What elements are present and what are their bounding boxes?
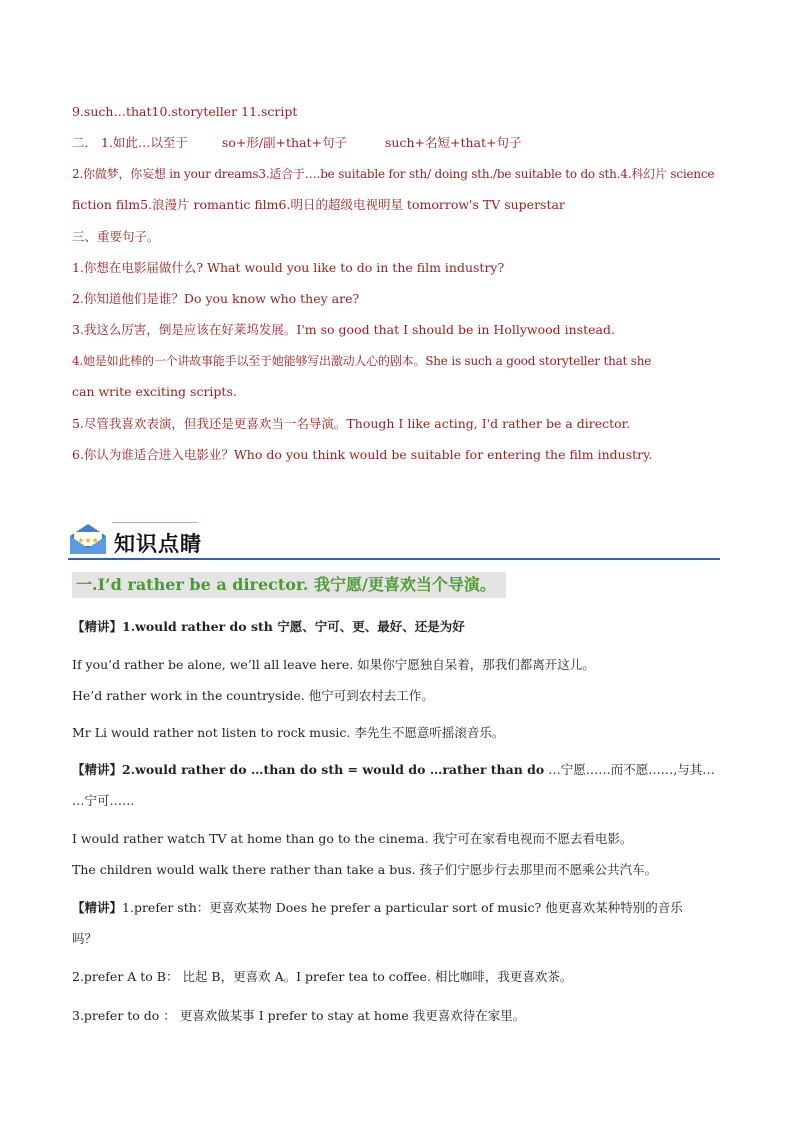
point-4: 2.prefer A to B： 比起 B，更喜欢 A。I prefer tea to coffee. 相比咖啡，我更喜欢茶。	[72, 969, 573, 984]
sentence-4: 4.她是如此棒的一个讲故事能手以至于她能够写出激动人心的剧本。She is such a good storyteller that she	[72, 354, 652, 368]
point-3-text: 1.prefer sth：更喜欢某物 Does he prefer a particular sort of music? 他更喜欢某种特别的音乐	[122, 900, 683, 915]
tag-jingjiang-2: 【精讲】	[72, 762, 123, 777]
knowledge-section-header	[68, 520, 720, 562]
header-top-rule	[112, 522, 198, 523]
point-2	[72, 762, 724, 778]
vocab-line-9: 9.such…that10.storyteller 11.script	[72, 104, 298, 119]
svg-text:★★★: ★★★	[77, 536, 99, 545]
envelope-icon	[68, 522, 108, 556]
point-1-head: 1.would rather do sth 宁愿、宁可、更、最好、还是为好	[122, 619, 465, 634]
sentence-1: 1.你想在电影届做什么? What would you like to do in the film industry?	[72, 260, 505, 275]
phrase-1b: so+形/副+that+句子	[221, 135, 348, 150]
section-title: 知识点睛	[114, 532, 202, 556]
point-3-cont: 吗？	[72, 931, 98, 946]
sentence-6: 6.你认为谁适合进入电影业？Who do you think would be suitable for entering the film industry.	[72, 447, 653, 462]
point-1	[72, 619, 724, 635]
example-4: I would rather watch TV at home than go to the cinema. 我宁可在家看电视而不愿去看电影。	[72, 831, 633, 846]
point-5: 3.prefer to do ： 更喜欢做某事 I prefer to stay at home 我更喜欢待在家里。	[72, 1008, 526, 1023]
sentence-3: 3.我这么厉害，倒是应该在好莱坞发展。I'm so good that I should be in Hollywood instead.	[72, 322, 615, 337]
example-3: Mr Li would rather not listen to rock music. 李先生不愿意听摇滚音乐。	[72, 725, 505, 740]
section-banner: 一.I’d rather be a director. 我宁愿/更喜欢当个导演。	[72, 572, 506, 598]
point-3	[72, 900, 724, 916]
phrases-line-2-cont: fiction film5.浪漫片 romantic film6.明日的超级电视明星 tomorrow's TV superstar	[72, 197, 565, 212]
tag-jingjiang: 【精讲】	[72, 619, 123, 634]
point-2-tail: …宁愿……而不愿……,与其…	[544, 762, 715, 777]
sentence-4-cont: can write exciting scripts.	[72, 384, 237, 399]
sentences-heading: 三、重要句子。	[72, 229, 160, 244]
point-2-head: 2.would rather do …than do sth = would do …rather than do	[122, 762, 545, 777]
phrase-1a: 1.如此…以至于	[101, 135, 188, 150]
sentence-5: 5.尽管我喜欢表演，但我还是更喜欢当一名导演。Though I like acting, I'd rather be a director.	[72, 416, 631, 431]
phrases-line-1	[72, 135, 724, 151]
point-2-cont: …宁可……	[72, 793, 135, 808]
example-2: He’d rather work in the countryside. 他宁可到农村去工作。	[72, 688, 434, 703]
example-1: If you’d rather be alone, we’ll all leave here. 如果你宁愿独自呆着，那我们都离开这儿。	[72, 657, 595, 672]
sentence-2: 2.你知道他们是谁？Do you know who they are?	[72, 291, 360, 306]
header-underline	[68, 558, 720, 560]
phrases-heading-prefix: 二．	[72, 135, 98, 150]
phrases-line-2: 2.你做梦，你妄想 in your dreams3.适合于….be suitable for sth/ doing sth./be suitable to do sth.4.科幻片 science	[72, 167, 715, 181]
phrase-1c: such+名短+that+句子	[385, 135, 522, 150]
example-5: The children would walk there rather than take a bus. 孩子们宁愿步行去那里而不愿乘公共汽车。	[72, 862, 658, 877]
tag-jingjiang-3: 【精讲】	[72, 900, 123, 915]
